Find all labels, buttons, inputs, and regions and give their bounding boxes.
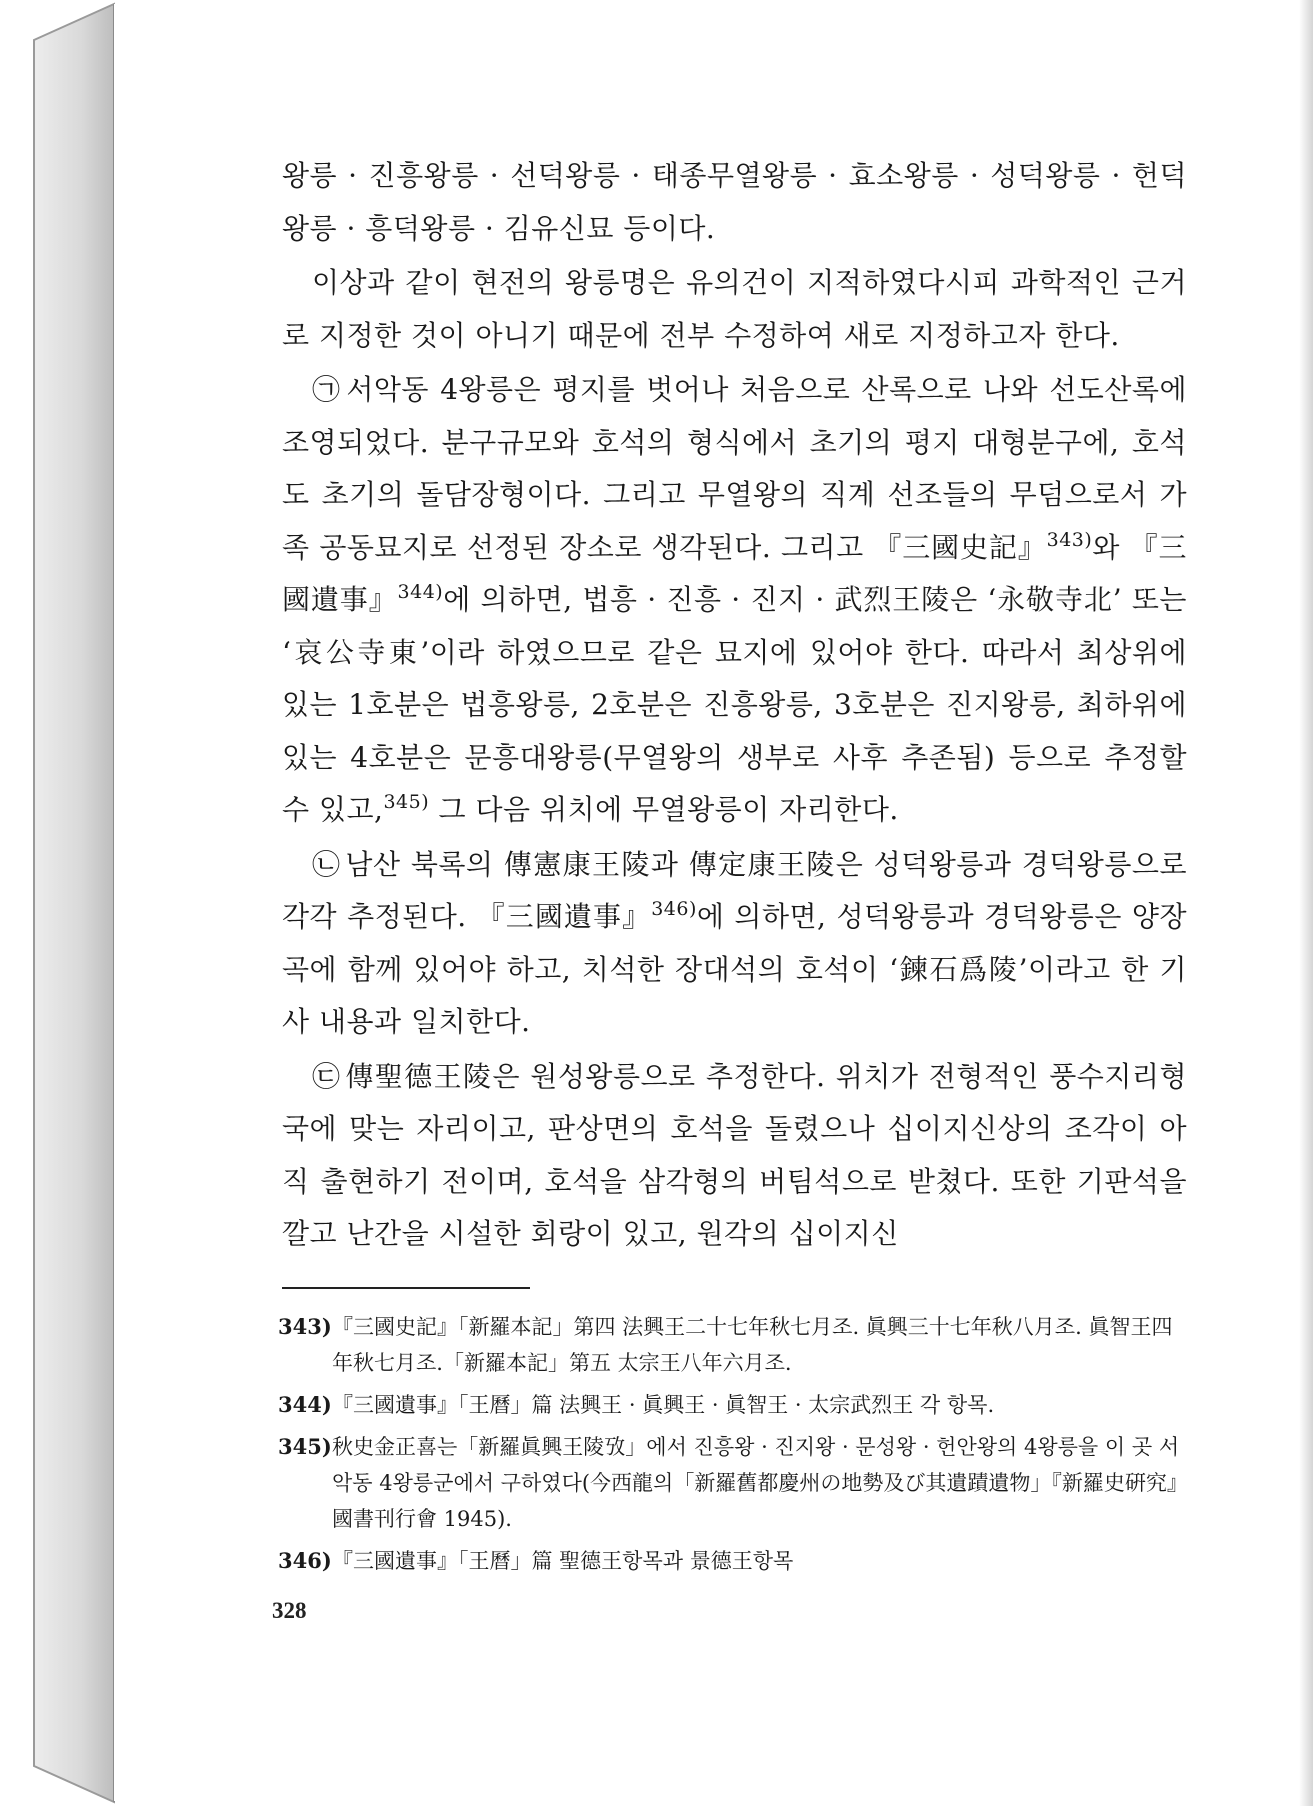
paragraph-marker: ㉡ [312,847,342,881]
page-edge-shadow [1299,0,1313,1806]
footnote [278,1429,1187,1537]
footnote-number: 345) [278,1433,332,1459]
text-run: 서악동 4왕릉은 평지를 벗어나 처음으로 산록으로 나와 선도산록에 조영되었다. 분구규모와 호석의 형식에서 초기의 평지 대형분구에, 호석도 초기의 돌담장형이다. 그리고 무열왕의 직계 선조들의 무덤으로서 가족 공동묘지로 선정된 장소로 생각된다. 그리고 『三國史記』 [282,373,1187,564]
footnote [278,1543,1187,1579]
body-paragraph [282,1051,1187,1261]
footnote-text: 『三國遺事』「王曆」篇 法興王 · 眞興王 · 眞智王 · 太宗武烈王 각 항목. [332,1392,995,1417]
text-run: 와 『三國遺事』 [282,530,1187,616]
footnote-number: 344) [278,1391,332,1417]
paragraph-marker: ㉢ [312,1059,342,1093]
text-run: 에 의하면, 법흥 · 진흥 · 진지 · 武烈王陵은 ‘永敬寺北’ 또는 ‘哀公寺東’이라 하였으므로 같은 묘지에 있어야 한다. 따라서 최상위에 있는 1호분은 법흥왕릉, 2호분은 진흥왕릉, 3호분은 진지왕릉, 최하위에 있는 4호분은 문흥대왕릉(무열왕의 생부로 사후 추존됨) 등으로 추정할 수 있고, [282,583,1187,826]
footnote-ref: 343) [1046,528,1093,551]
body-paragraph [282,839,1187,1049]
body-paragraph [282,257,1187,362]
footnote-text: 『三國遺事』「王曆」篇 聖德王항목과 景德王항목 [332,1548,794,1573]
footnote-ref: 345) [383,791,430,813]
page-body [278,150,1187,1585]
page-number: 328 [272,1598,307,1623]
text-run: 에 의하면, 성덕왕릉과 경덕왕릉은 양장곡에 함께 있어야 하고, 치석한 장대석의 호석이 ‘鍊石爲陵’이라고 한 기사 내용과 일치한다. [282,900,1187,1038]
footnote-number: 343) [278,1313,332,1339]
book-spine [0,0,130,1806]
text-run: 그 다음 위치에 무열왕릉이 자리한다. [429,793,899,826]
text-run: 왕릉 · 진흥왕릉 · 선덕왕릉 · 태종무열왕릉 · 효소왕릉 · 성덕왕릉 · 헌덕왕릉 · 흥덕왕릉 · 김유신묘 등이다. [282,159,1187,245]
body-paragraph [282,364,1187,837]
body-paragraph [282,150,1187,255]
footnote-text: 秋史金正喜는「新羅眞興王陵攷」에서 진흥왕 · 진지왕 · 문성왕 · 헌안왕의 4왕릉을 이 곳 서악동 4왕릉군에서 구하였다(今西龍의「新羅舊都慶州の地勢及び其遺蹟遺物」『新羅史硏究』國書刊行會 1945). [332,1434,1180,1531]
footnote [278,1309,1187,1381]
footnote-separator [282,1287,530,1289]
footnote-number: 346) [278,1547,332,1573]
text-run: 이상과 같이 현전의 왕릉명은 유의건이 지적하였다시피 과학적인 근거로 지정한 것이 아니기 때문에 전부 수정하여 새로 지정하고자 한다. [282,266,1187,352]
footnote-text: 『三國史記』「新羅本記」第四 法興王二十七年秋七月조. 眞興三十七年秋八月조. 眞智王四年秋七月조.「新羅本記」第五 太宗王八年六月조. [332,1314,1173,1375]
footnote [278,1387,1187,1423]
paragraph-marker: ㉠ [312,373,343,406]
footnotes [278,1309,1187,1579]
footnote-ref: 344) [397,581,444,603]
text-run: 傳聖德王陵은 원성왕릉으로 추정한다. 위치가 전형적인 풍수지리형국에 맞는 자리이고, 판상면의 호석을 돌렸으나 십이지신상의 조각이 아직 출현하기 전이며, 호석을 삼각형의 버팀석으로 받쳤다. 또한 기판석을 깔고 난간을 시설한 회랑이 있고, 원각의 십이지신 [282,1059,1187,1250]
footnote-ref: 346) [651,898,697,920]
text-run: 남산 북록의 傳憲康王陵과 傳定康王陵은 성덕왕릉과 경덕왕릉으로 각각 추정된다. 『三國遺事』 [282,847,1187,933]
body-text [282,150,1187,1261]
